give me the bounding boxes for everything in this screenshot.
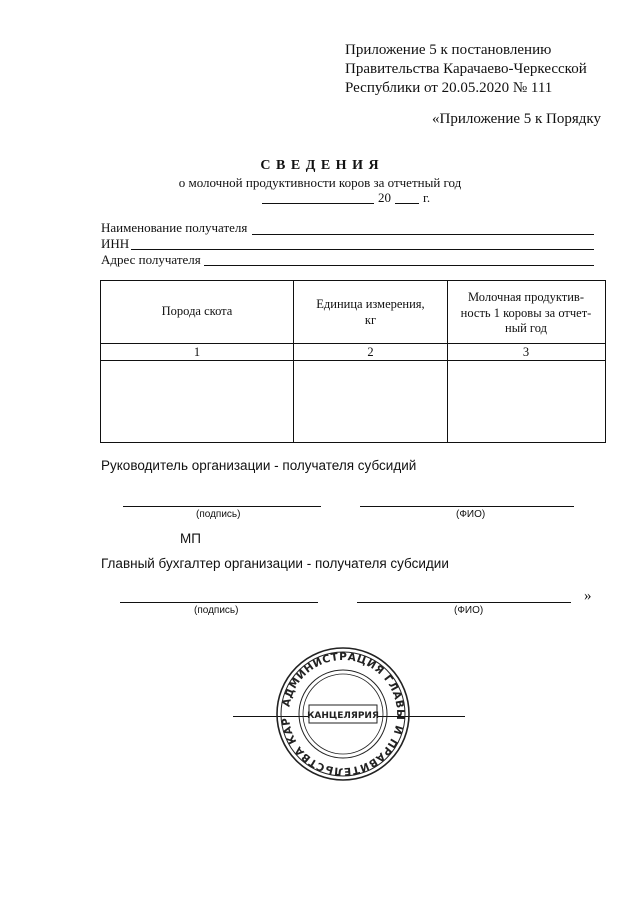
- head-signature-caption: (подпись): [196, 509, 241, 520]
- closing-quote: »: [584, 588, 592, 604]
- stamp-center-text: КАНЦЕЛЯРИЯ: [307, 711, 379, 721]
- year-prefix: 20: [378, 190, 391, 205]
- appendix-line-3: Республики от 20.05.2020 № 111: [345, 80, 553, 96]
- official-stamp: [275, 646, 411, 782]
- year-digits-blank: [395, 203, 419, 204]
- col-header-productivity-line1: Молочная продуктив-: [467, 290, 584, 304]
- col-header-productivity: [448, 290, 604, 337]
- accountant-signature-line: [120, 602, 318, 603]
- col-number-2: 2: [367, 345, 374, 359]
- accountant-fio-caption: (ФИО): [454, 605, 484, 616]
- inn-label: ИНН: [101, 236, 130, 251]
- accountant-title: Главный бухгалтер организации - получателя субсидии: [101, 556, 449, 571]
- accountant-fio-line: [357, 602, 571, 603]
- document-title: С В Е Д Е Н И Я: [260, 158, 380, 173]
- accountant-signature-caption: (подпись): [194, 605, 239, 616]
- address-line: [204, 265, 594, 266]
- appendix-line-1: Приложение 5 к постановлению: [345, 42, 552, 58]
- col-number-3: 3: [522, 345, 530, 359]
- stamp-outer-text: АДМИНИСТРАЦИЯ ГЛАВЫ И ПРАВИТЕЛЬСТВА КАР: [280, 650, 407, 778]
- document-subtitle: о молочной продуктивности коров за отчетный год: [178, 175, 462, 190]
- year-suffix: г.: [423, 190, 431, 205]
- col-header-breed: Порода скота: [161, 304, 233, 318]
- col-header-productivity-line2: ность 1 коровы за отчет-: [460, 305, 592, 320]
- head-fio-caption: (ФИО): [456, 509, 486, 520]
- appendix-line-2: Правительства Карачаево-Черкесской: [345, 61, 587, 77]
- col-header-productivity-line3: ный год: [505, 321, 547, 336]
- col-header-unit-line1: Единица измерения,: [316, 297, 425, 311]
- address-label: Адрес получателя: [101, 252, 201, 267]
- seal-place: МП: [180, 531, 201, 546]
- procedure-reference: «Приложение 5 к Порядку: [432, 111, 601, 127]
- col-number-1: 1: [193, 345, 201, 359]
- head-fio-line: [360, 506, 574, 507]
- col-header-unit: [294, 297, 447, 328]
- head-signature-line: [123, 506, 321, 507]
- recipient-name-line: [252, 234, 594, 235]
- stamp-graphic: [275, 646, 411, 782]
- recipient-name-label: Наименование получателя: [101, 220, 248, 235]
- head-title: Руководитель организации - получателя субсидий: [101, 458, 417, 473]
- inn-line: [131, 249, 594, 250]
- col-header-unit-line2: кг: [364, 312, 377, 327]
- year-blank-line: [262, 203, 374, 204]
